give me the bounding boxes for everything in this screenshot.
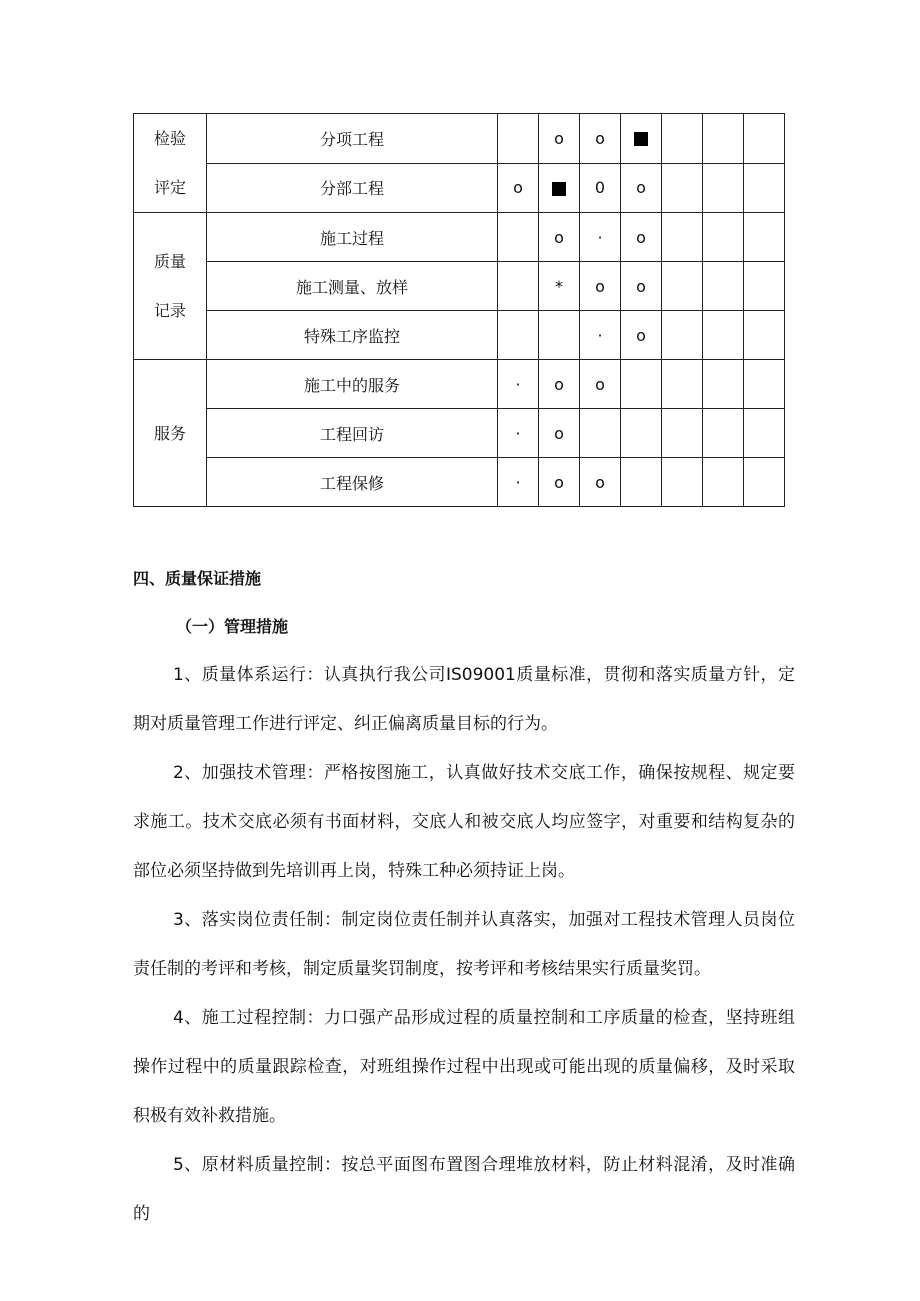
empty-cell [662, 163, 703, 213]
paragraph-5 [133, 1141, 795, 1239]
item-name-cell: 施工中的服务 [207, 360, 498, 409]
mark-cell: o [580, 458, 621, 507]
empty-cell [744, 409, 785, 458]
mark-cell: o [539, 213, 580, 262]
mark-cell: o [539, 458, 580, 507]
paragraph-1 [133, 651, 795, 749]
table-row [134, 114, 785, 164]
empty-cell [662, 360, 703, 409]
group-label-line: 质量 [153, 252, 186, 271]
empty-cell [744, 213, 785, 262]
paragraph-4-text: 4、施工过程控制：力口强产品形成过程的质量控制和工序质量的检查，坚持班组操作过程中的质量跟踪检查，对班组操作过程中出现或可能出现的质量偏移，及时采取积极有效补救措施。 [133, 1008, 795, 1126]
group-label [134, 114, 207, 213]
mark-cell: o [539, 409, 580, 458]
mark-cell: o [580, 262, 621, 311]
mark-cell: · [580, 213, 621, 262]
empty-cell [744, 458, 785, 507]
responsibility-matrix-table [133, 113, 785, 507]
paragraph-3-text: 3、落实岗位责任制：制定岗位责任制并认真落实，加强对工程技术管理人员岗位责任制的考评和考核，制定质量奖罚制度，按考评和考核结果实行质量奖罚。 [133, 910, 795, 979]
filled-square-icon [634, 132, 648, 146]
item-name-cell: 分项工程 [207, 114, 498, 164]
empty-cell [539, 311, 580, 360]
mark-cell: · [498, 458, 539, 507]
empty-cell [662, 262, 703, 311]
empty-cell [621, 409, 662, 458]
empty-cell [498, 114, 539, 164]
table-row [134, 360, 785, 409]
table-row [134, 311, 785, 360]
table-row [134, 458, 785, 507]
filled-square-mark [539, 163, 580, 213]
empty-cell [580, 409, 621, 458]
mark-cell: o [539, 114, 580, 164]
paragraph-4 [133, 994, 795, 1141]
mark-cell: o [498, 163, 539, 213]
item-name-cell: 施工过程 [207, 213, 498, 262]
matrix-body [134, 114, 785, 507]
table-row [134, 262, 785, 311]
empty-cell [498, 213, 539, 262]
empty-cell [703, 409, 744, 458]
empty-cell [744, 360, 785, 409]
empty-cell [621, 458, 662, 507]
table-row [134, 213, 785, 262]
group-label-line: 评定 [153, 178, 186, 197]
mark-cell: 0 [580, 163, 621, 213]
empty-cell [703, 114, 744, 164]
filled-square-mark [621, 114, 662, 164]
empty-cell [662, 114, 703, 164]
group-label [134, 360, 207, 507]
item-name-cell: 工程保修 [207, 458, 498, 507]
subsection-title: （一）管理措施 [176, 617, 289, 636]
mark-cell: o [539, 360, 580, 409]
empty-cell [744, 311, 785, 360]
empty-cell [662, 458, 703, 507]
empty-cell [744, 262, 785, 311]
paragraph-2-text: 2、加强技术管理：严格按图施工，认真做好技术交底工作，确保按规程、规定要求施工。技术交底必须有书面材料，交底人和被交底人均应签字，对重要和结构复杂的部位必须坚持做到先培训再上岗，特殊工种必须持证上岗。 [133, 763, 795, 881]
mark-cell: · [580, 311, 621, 360]
mark-cell: · [498, 360, 539, 409]
empty-cell [498, 262, 539, 311]
group-label-line: 服务 [153, 423, 186, 443]
item-name-cell: 分部工程 [207, 163, 498, 213]
table-row [134, 409, 785, 458]
item-name-cell: 施工测量、放样 [207, 262, 498, 311]
mark-cell: o [580, 114, 621, 164]
group-label [134, 213, 207, 360]
empty-cell [744, 163, 785, 213]
item-name-cell: 特殊工序监控 [207, 311, 498, 360]
empty-cell [703, 360, 744, 409]
mark-cell: * [539, 262, 580, 311]
paragraph-5-text: 5、原材料质量控制：按总平面图布置图合理堆放材料，防止材料混淆，及时准确的 [133, 1155, 795, 1224]
empty-cell [662, 409, 703, 458]
group-label-line: 检验 [153, 129, 186, 148]
empty-cell [703, 213, 744, 262]
filled-square-icon [552, 182, 566, 196]
group-label-line: 记录 [153, 301, 186, 320]
empty-cell [662, 213, 703, 262]
empty-cell [703, 311, 744, 360]
paragraph-3 [133, 896, 795, 994]
paragraph-2 [133, 749, 795, 896]
empty-cell [662, 311, 703, 360]
table-row [134, 163, 785, 213]
mark-cell: o [621, 262, 662, 311]
mark-cell: o [580, 360, 621, 409]
mark-cell: o [621, 213, 662, 262]
section-title: 四、质量保证措施 [133, 569, 262, 588]
empty-cell [744, 114, 785, 164]
empty-cell [703, 163, 744, 213]
empty-cell [498, 311, 539, 360]
empty-cell [703, 262, 744, 311]
empty-cell [621, 360, 662, 409]
paragraph-1-text: 1、质量体系运行：认真执行我公司IS09001质量标准，贯彻和落实质量方针，定期对质量管理工作进行评定、纠正偏离质量目标的行为。 [133, 665, 795, 734]
mark-cell: o [621, 311, 662, 360]
empty-cell [703, 458, 744, 507]
mark-cell: o [621, 163, 662, 213]
mark-cell: · [498, 409, 539, 458]
item-name-cell: 工程回访 [207, 409, 498, 458]
